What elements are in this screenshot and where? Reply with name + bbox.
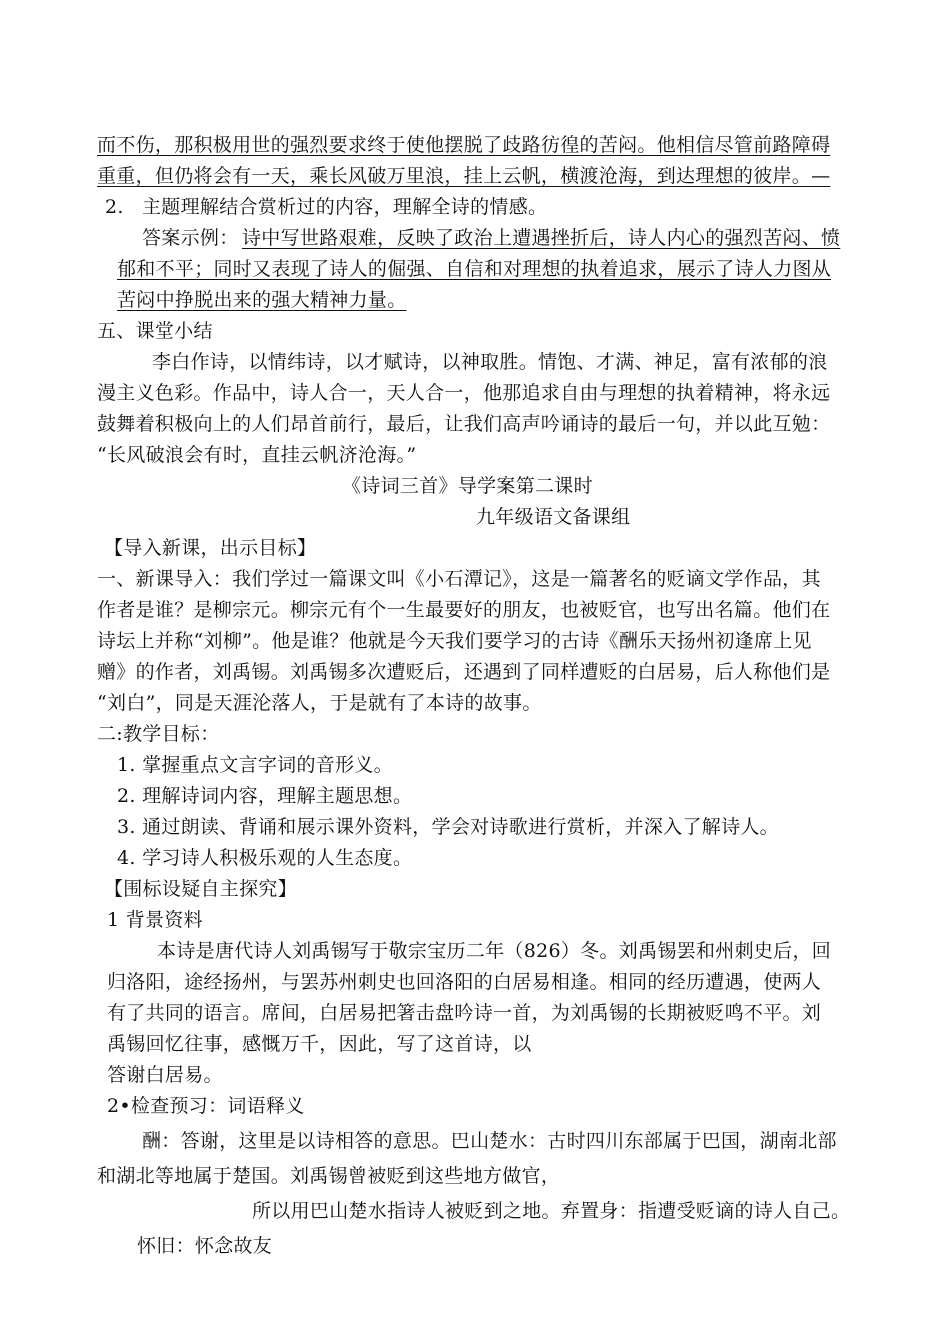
- lesson-title: 《诗词三首》导学案第二课时: [342, 475, 593, 497]
- objective-item: 4. 学习诗人积极乐观的人生态度。: [117, 847, 413, 869]
- intro-line: “刘白”，同是天涯沦落人，于是就有了本诗的故事。: [97, 692, 542, 714]
- summary-line: 漫主义色彩。作品中，诗人合一，天人合一，他那追求自由与理想的执着精神，将永远: [97, 382, 831, 404]
- lesson-author-group: 九年级语文备课组: [476, 506, 631, 528]
- background-line: 有了共同的语言。席间，白居易把箸击盘吟诗一首，为刘禹锡的长期被贬鸣不平。刘: [107, 1002, 822, 1024]
- background-line: 禹锡回忆往事，感慨万千，因此，写了这首诗，以: [107, 1033, 532, 1055]
- objective-item: 1. 掌握重点文言字词的音形义。: [117, 754, 393, 776]
- section-heading: 五、课堂小结: [97, 320, 213, 342]
- list-item-text: 主题理解结合赏析过的内容，理解全诗的情感。: [142, 196, 548, 218]
- subheading-preview: 2•检查预习：词语释义: [107, 1095, 305, 1117]
- intro-line: 赠》的作者，刘禹锡。刘禹锡多次遭贬后，还遇到了同样遭贬的白居易，后人称他们是: [97, 661, 831, 683]
- summary-line: “长风破浪会有时，直挂云帆济沧海。”: [97, 444, 417, 466]
- preview-line: 所以用巴山楚水指诗人被贬到之地。弃置身：指遭受贬谪的诗人自己。: [252, 1200, 851, 1222]
- intro-line: 诗坛上并称“刘柳”。他是谁？他就是今天我们要学习的古诗《酬乐天扬州初逢席上见: [97, 630, 812, 652]
- background-line: 归洛阳，途经扬州，与罢苏州刺史也回洛阳的白居易相逢。相同的经历遭遇，使两人: [107, 971, 822, 993]
- bracket-heading: 【围标设疑自主探究】: [104, 878, 298, 900]
- preview-line: 怀旧：怀念故友: [137, 1235, 273, 1257]
- answer-paragraph-line: 而不伤，那积极用世的强烈要求终于使他摆脱了歧路彷徨的苦闷。他相信尽管前路障碍: [97, 134, 831, 156]
- preview-line: 和湖北等地属于楚国。刘禹锡曾被贬到这些地方做官，: [97, 1165, 561, 1187]
- objective-item: 2. 理解诗词内容，理解主题思想。: [117, 785, 413, 807]
- bracket-heading: 【导入新课，出示目标】: [104, 537, 317, 559]
- preview-line: 酬：答谢，这里是以诗相答的意思。巴山楚水：古时四川东部属于巴国，湖南北部: [142, 1130, 837, 1152]
- intro-line: 作者是谁？是柳宗元。柳宗元有个一生最要好的朋友，也被贬官，也写出名篇。他们在: [97, 599, 831, 621]
- section-heading: 二:教学目标：: [97, 723, 220, 745]
- list-item-number: 2.: [105, 196, 124, 218]
- objective-item: 3. 通过朗读、背诵和展示课外资料，学会对诗歌进行赏析，并深入了解诗人。: [117, 816, 779, 838]
- answer-paragraph-line: 重重，但仍将会有一天，乘长风破万里浪，挂上云帆，横渡沧海，到达理想的彼岸。—: [97, 165, 831, 187]
- answer-example-line: 郁和不平；同时又表现了诗人的倔强、自信和对理想的执着追求，展示了诗人力图从: [117, 258, 832, 280]
- background-line: 答谢白居易。: [107, 1064, 223, 1086]
- summary-line: 鼓舞着积极向上的人们昂首前行，最后，让我们高声吟诵诗的最后一句，并以此互勉：: [97, 413, 831, 435]
- background-line: 本诗是唐代诗人刘禹锡写于敬宗宝历二年（826）冬。刘禹锡罢和州刺史后，回: [157, 940, 832, 962]
- subheading-background: 1 背景资料: [107, 909, 203, 931]
- summary-line: 李白作诗，以情纬诗，以才赋诗，以神取胜。情饱、才满、神足，富有浓郁的浪: [152, 351, 828, 373]
- answer-label: 答案示例：: [142, 227, 239, 249]
- answer-example-line: 苦闷中挣脱出来的强大精神力量。: [117, 289, 407, 311]
- intro-line: 一、新课导入：我们学过一篇课文叫《小石潭记》，这是一篇著名的贬谪文学作品，其: [97, 568, 821, 590]
- answer-example-line: 诗中写世路艰难，反映了政治上遭遇挫折后，诗人内心的强烈苦闷、愤: [242, 227, 841, 249]
